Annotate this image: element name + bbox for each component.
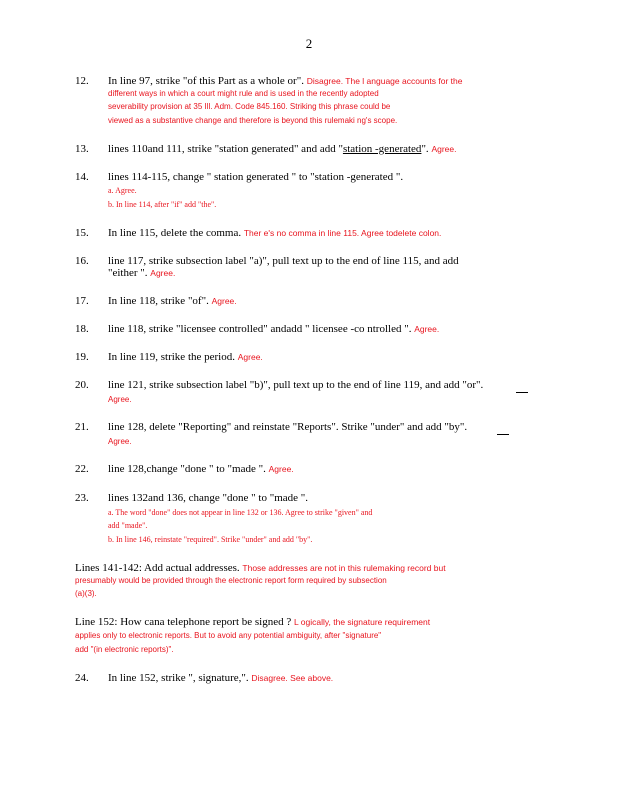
item-comment: Agree.: [211, 296, 237, 306]
underlined-insertion: station -generated: [342, 143, 422, 155]
item-comment: Agree.: [108, 437, 132, 446]
item-14: [75, 170, 545, 184]
item-18: [75, 322, 545, 336]
item-17: [75, 294, 545, 308]
item-comment: Agree.: [431, 144, 457, 154]
comment-continuation: different ways in which a court might rule and is used in the recently adopted: [108, 89, 379, 98]
comment-continuation: (a)(3).: [75, 589, 97, 598]
item-line-152: [75, 615, 545, 629]
page-number: 2: [305, 36, 313, 51]
item-comment: Those addresses are not in this rulemaking record but: [242, 563, 446, 573]
item-number: 20.: [75, 379, 89, 391]
item-number: 17.: [75, 295, 89, 307]
item-text: In line 118, strike "of".: [108, 295, 209, 307]
item-text: In line 97, strike "of this Part as a whole or".: [108, 75, 304, 87]
item-comment: Agree.: [414, 324, 440, 334]
item-comment: Agree.: [150, 268, 176, 278]
item-16: [75, 254, 545, 268]
comment-continuation: viewed as a substantive change and therefore is beyond this rulemaki ng's scope.: [108, 116, 398, 125]
item-text: In line 115, delete the comma.: [108, 227, 242, 239]
comment-continuation: add "(in electronic reports)".: [75, 645, 174, 654]
item-20: [75, 378, 545, 392]
sub-comment: add "made".: [108, 521, 148, 530]
item-16-continuation: [108, 267, 175, 279]
margin-mark: [497, 434, 509, 435]
item-number: 19.: [75, 351, 89, 363]
item-text: "either ".: [108, 267, 148, 279]
item-text: line 128, delete "Reporting" and reinstate "Reports". Strike "under" and add "by".: [108, 421, 468, 433]
item-lines-141-142: [75, 561, 545, 575]
item-12: [75, 74, 545, 88]
item-comment: Disagree. See above.: [251, 673, 334, 683]
item-text-end: ".: [421, 143, 429, 155]
item-text: line 128,change "done " to "made ".: [108, 463, 266, 475]
item-15: [75, 226, 545, 240]
item-number: 13.: [75, 143, 89, 155]
item-text: line 121, strike subsection label "b)", pull text up to the end of line 119, and add "or".: [108, 379, 484, 391]
item-number: 15.: [75, 227, 89, 239]
item-21: [75, 420, 545, 434]
item-comment: Disagree. The l anguage accounts for the: [306, 76, 463, 86]
item-22: [75, 462, 545, 476]
item-number: 22.: [75, 463, 89, 475]
item-24: [75, 671, 545, 685]
item-23: [75, 491, 545, 505]
item-text: Lines 141-142: Add actual addresses.: [75, 562, 240, 574]
item-number: 14.: [75, 171, 89, 183]
item-text: line 118, strike "licensee controlled" andadd " licensee -co ntrolled ".: [108, 323, 412, 335]
item-19: [75, 350, 545, 364]
item-comment: Agree.: [237, 352, 263, 362]
item-text: Line 152: How cana telephone report be signed ?: [75, 616, 292, 628]
item-text: In line 152, strike ", signature,".: [108, 672, 249, 684]
item-13: [75, 142, 545, 156]
item-number: 16.: [75, 255, 89, 267]
sub-comment: b. In line 146, reinstate "required". Strike "under" and add "by".: [108, 535, 313, 544]
comment-continuation: applies only to electronic reports. But to avoid any potential ambiguity, after "signature": [75, 631, 382, 640]
item-text: lines 132and 136, change "done " to "made ".: [108, 492, 309, 504]
item-comment: Agree.: [108, 395, 132, 404]
item-number: 23.: [75, 492, 89, 504]
comment-continuation: severability provision at 35 Ill. Adm. Code 845.160. Striking this phrase could be: [108, 102, 391, 111]
item-text: lines 114-115, change " station generated " to "station -generated ".: [108, 171, 404, 183]
item-number: 24.: [75, 672, 89, 684]
item-text: lines 110and 111, strike "station generated" and add ": [108, 143, 343, 155]
item-text: In line 119, strike the period.: [108, 351, 235, 363]
item-text: line 117, strike subsection label "a)", pull text up to the end of line 115, and add: [108, 255, 459, 267]
sub-comment: a. Agree.: [108, 186, 137, 195]
sub-comment: a. The word "done" does not appear in line 132 or 136. Agree to strike "given" and: [108, 508, 373, 517]
sub-comment: b. In line 114, after "if" add "the".: [108, 200, 217, 209]
item-number: 18.: [75, 323, 89, 335]
item-comment: Agree.: [268, 464, 294, 474]
item-number: 12.: [75, 75, 89, 87]
margin-mark: [516, 392, 528, 393]
item-comment: L ogically, the signature requirement: [294, 617, 431, 627]
item-comment: Ther e's no comma in line 115. Agree todelete colon.: [243, 228, 442, 238]
comment-continuation: presumably would be provided through the electronic report form required by subsection: [75, 576, 387, 585]
item-number: 21.: [75, 421, 89, 433]
